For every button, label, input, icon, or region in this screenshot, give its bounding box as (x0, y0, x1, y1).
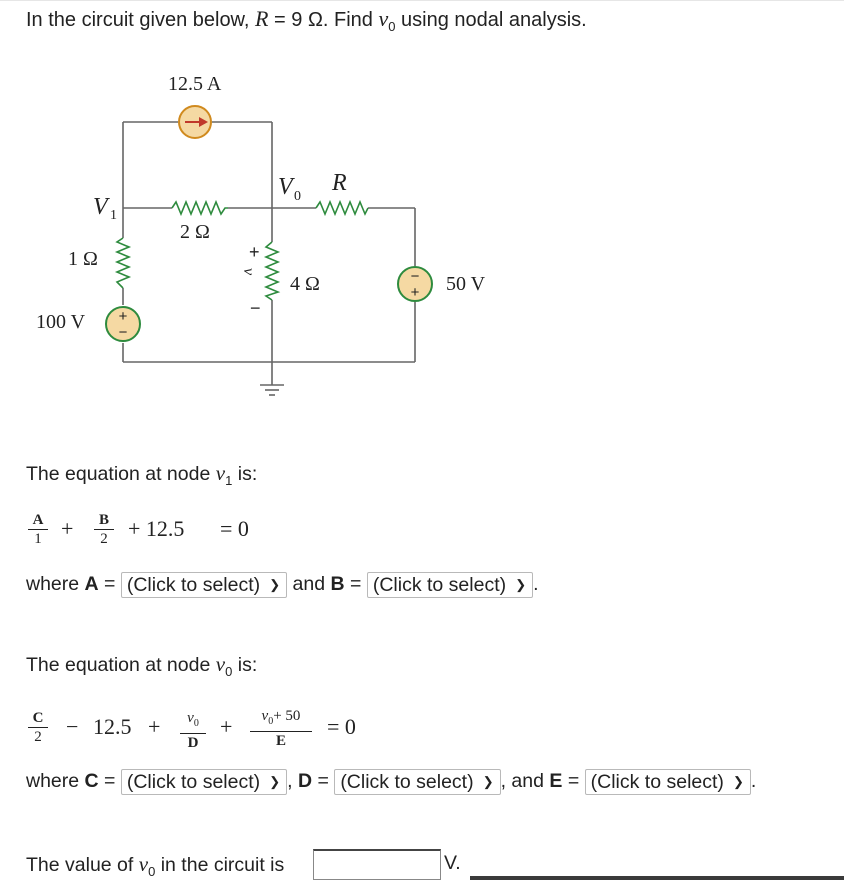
label-current-source: 12.5 A (168, 73, 222, 95)
svg-text:0: 0 (294, 189, 301, 204)
chevron-down-icon: ❯ (482, 774, 494, 789)
resistor-r-icon (316, 202, 368, 214)
resistor-1-icon (117, 238, 129, 288)
label-vo-plus: + (249, 242, 260, 262)
current-source-icon (179, 106, 211, 138)
node0-constant: 12.5 (93, 714, 132, 739)
node0-minus: − (66, 714, 79, 739)
select-a-dropdown[interactable]: (Click to select) ❯ (121, 572, 287, 598)
node0-equals: = 0 (327, 714, 356, 739)
node0-fraction-d: $v_0$ D (180, 710, 206, 751)
node1-plus: + (61, 516, 74, 541)
answer-input[interactable] (313, 849, 441, 880)
svg-text:+: + (118, 308, 128, 325)
node1-where-line: where A = (Click to select) ❯ and B = (Click to select) ❯ . (26, 573, 539, 596)
label-50v: 50 V (446, 273, 486, 295)
label-r: R (332, 170, 347, 196)
ground-icon (260, 385, 284, 395)
answer-line: The value of $v_0$ in the circuit is (26, 852, 285, 879)
top-divider (0, 0, 844, 1)
node0-fraction-c: C 2 (28, 710, 48, 745)
chevron-down-icon: ❯ (269, 774, 281, 789)
voltage-source-100-icon (106, 307, 140, 341)
node1-fraction-a: A 1 (28, 512, 48, 547)
svg-text:−: − (410, 268, 420, 285)
select-c-dropdown[interactable]: (Click to select) ❯ (121, 769, 287, 795)
node0-fraction-e: $v_0+ 50$ E (250, 708, 312, 749)
label-100v: 100 V (36, 311, 86, 333)
label-vo-voltage: v (240, 268, 257, 276)
bottom-bar (470, 876, 844, 880)
svg-text:−: − (118, 324, 128, 341)
node0-plus-1: + (148, 714, 161, 739)
node1-fraction-b: B 2 (94, 512, 114, 547)
node1-intro: The equation at node $v_1$ is: (26, 461, 258, 488)
circuit-diagram (0, 40, 520, 410)
node0-plus-2: + (220, 714, 233, 739)
node1-equals: = 0 (220, 516, 249, 541)
chevron-down-icon: ❯ (733, 774, 744, 789)
label-node-vo: V (278, 174, 293, 200)
node0-where-line: where C = (Click to select) ❯ , D = (Click to select) ❯ , and E = (Click to select) ❯ . (26, 770, 757, 793)
chevron-down-icon: ❯ (269, 577, 281, 592)
label-node-v1: V (93, 194, 108, 220)
svg-text:+: + (410, 284, 420, 301)
select-b-dropdown[interactable]: (Click to select) ❯ (367, 572, 533, 598)
select-e-dropdown[interactable]: (Click to select) ❯ (585, 769, 751, 795)
select-d-dropdown[interactable]: (Click to select) ❯ (334, 769, 500, 795)
resistor-2-icon (172, 202, 228, 214)
chevron-down-icon: ❯ (515, 577, 527, 592)
resistor-4-icon (266, 242, 278, 300)
voltage-source-50-icon (398, 267, 432, 301)
label-vo-minus: − (250, 298, 261, 318)
label-4-ohm: 4 Ω (290, 273, 320, 295)
problem-statement: In the circuit given below, R = 9 Ω. Find $v_0$ using nodal analysis. (26, 6, 587, 34)
label-2-ohm: 2 Ω (180, 221, 210, 243)
svg-text:1: 1 (110, 208, 117, 223)
node1-rest: + 12.5 (128, 516, 185, 541)
node0-intro: The equation at node $v_0$ is: (26, 652, 258, 679)
label-1-ohm: 1 Ω (68, 248, 98, 270)
answer-unit: V. (444, 852, 461, 874)
